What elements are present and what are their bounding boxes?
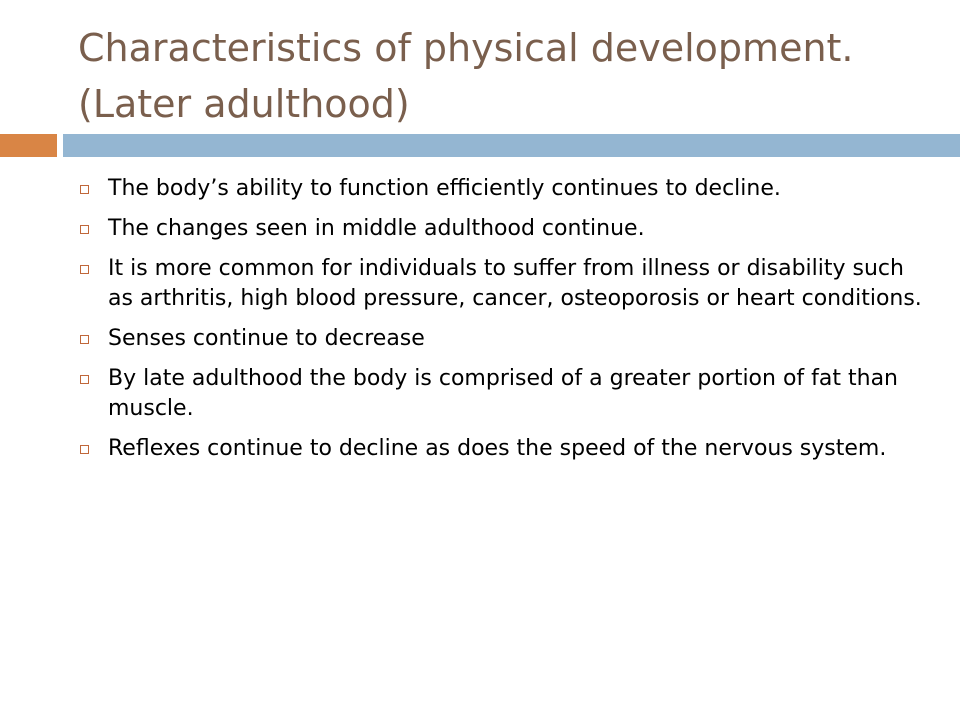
slide-title: Characteristics of physical development. (Later adulthood): [78, 26, 854, 126]
hollow-square-bullet-icon: [80, 375, 89, 384]
bullet-item: [78, 324, 934, 354]
hollow-square-bullet-icon: [80, 445, 89, 454]
bullet-text: The body’s ability to function efficiently continues to decline.: [108, 176, 781, 201]
hollow-square-bullet-icon: [80, 185, 89, 194]
bullet-item: [78, 174, 934, 204]
bullet-item: [78, 214, 934, 244]
bullet-text: Senses continue to decrease: [108, 326, 425, 351]
hollow-square-bullet-icon: [80, 225, 89, 234]
hollow-square-bullet-icon: [80, 335, 89, 344]
bullet-item: [78, 364, 934, 424]
title-rule-bar: [63, 134, 960, 157]
title-accent-bar: [0, 134, 57, 157]
hollow-square-bullet-icon: [80, 265, 89, 274]
bullet-text: The changes seen in middle adulthood continue.: [108, 216, 645, 241]
bullet-text: By late adulthood the body is comprised of a greater portion of fat than muscle.: [108, 366, 898, 421]
bullet-item: [78, 434, 934, 464]
bullet-list: [78, 174, 934, 474]
bullet-text: Reflexes continue to decline as does the speed of the nervous system.: [108, 436, 887, 461]
bullet-item: [78, 254, 934, 314]
bullet-text: It is more common for individuals to suffer from illness or disability such as arthritis, high blood pressure, cancer, osteoporosis or heart conditions.: [108, 256, 922, 311]
